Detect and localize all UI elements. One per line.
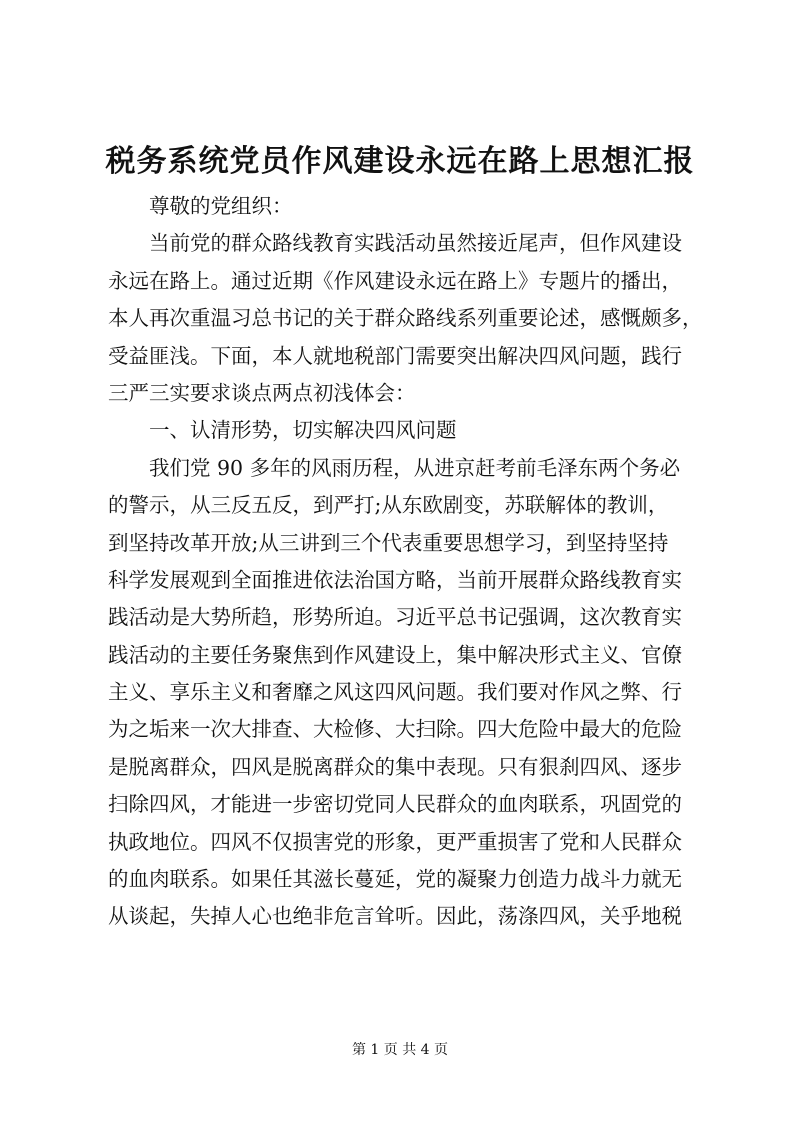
body-line: 从谈起，失掉人心也绝非危言耸听。因此，荡涤四风，关乎地税 [108, 904, 682, 929]
body-line: 永远在路上。通过近期《作风建设永远在路上》专题片的播出， [108, 268, 682, 293]
body-line: 为之垢来一次大排查、大检修、大扫除。四大危险中最大的危险 [108, 717, 682, 742]
body-line: 主义、享乐主义和奢靡之风这四风问题。我们要对作风之弊、行 [108, 680, 682, 705]
body-line: 到坚持改革开放;从三讲到三个代表重要思想学习，到坚持坚持 [108, 530, 669, 555]
body-line: 尊敬的党组织： [149, 194, 293, 218]
document-body [108, 188, 718, 936]
body-line: 当前党的群众路线教育实践活动虽然接近尾声，但作风建设 [149, 231, 682, 256]
body-line: 科学发展观到全面推进依法治国方略，当前开展群众路线教育实 [108, 567, 682, 592]
body-line: 的警示，从三反五反，到严打;从东欧剧变，苏联解体的教训， [108, 493, 669, 518]
document-title: 税务系统党员作风建设永远在路上思想汇报 [105, 144, 695, 179]
body-line: 受益匪浅。下面，本人就地税部门需要突出解决四风问题，践行 [108, 343, 682, 368]
body-line: 我们党 90 多年的风雨历程，从进京赶考前毛泽东两个务必 [149, 455, 681, 480]
body-line: 践活动的主要任务聚焦到作风建设上，集中解决形式主义、官僚 [108, 642, 682, 667]
body-line: 本人再次重温习总书记的关于群众路线系列重要论述，感慨颇多， [108, 306, 703, 331]
body-line: 三严三实要求谈点两点初浅体会： [108, 380, 416, 405]
body-line: 践活动是大势所趋，形势所迫。习近平总书记强调，这次教育实 [108, 605, 682, 630]
section-heading: 一、认清形势，切实解决四风问题 [149, 418, 457, 443]
page-number-footer: 第 1 页 共 4 页 [351, 1042, 449, 1058]
body-line: 是脱离群众，四风是脱离群众的集中表现。只有狠刹四风、逐步 [108, 754, 682, 779]
body-line: 的血肉联系。如果任其滋长蔓延，党的凝聚力创造力战斗力就无 [108, 867, 682, 892]
body-line: 执政地位。四风不仅损害党的形象，更严重损害了党和人民群众 [108, 829, 682, 854]
body-line: 扫除四风，才能进一步密切党同人民群众的血肉联系，巩固党的 [108, 792, 682, 817]
